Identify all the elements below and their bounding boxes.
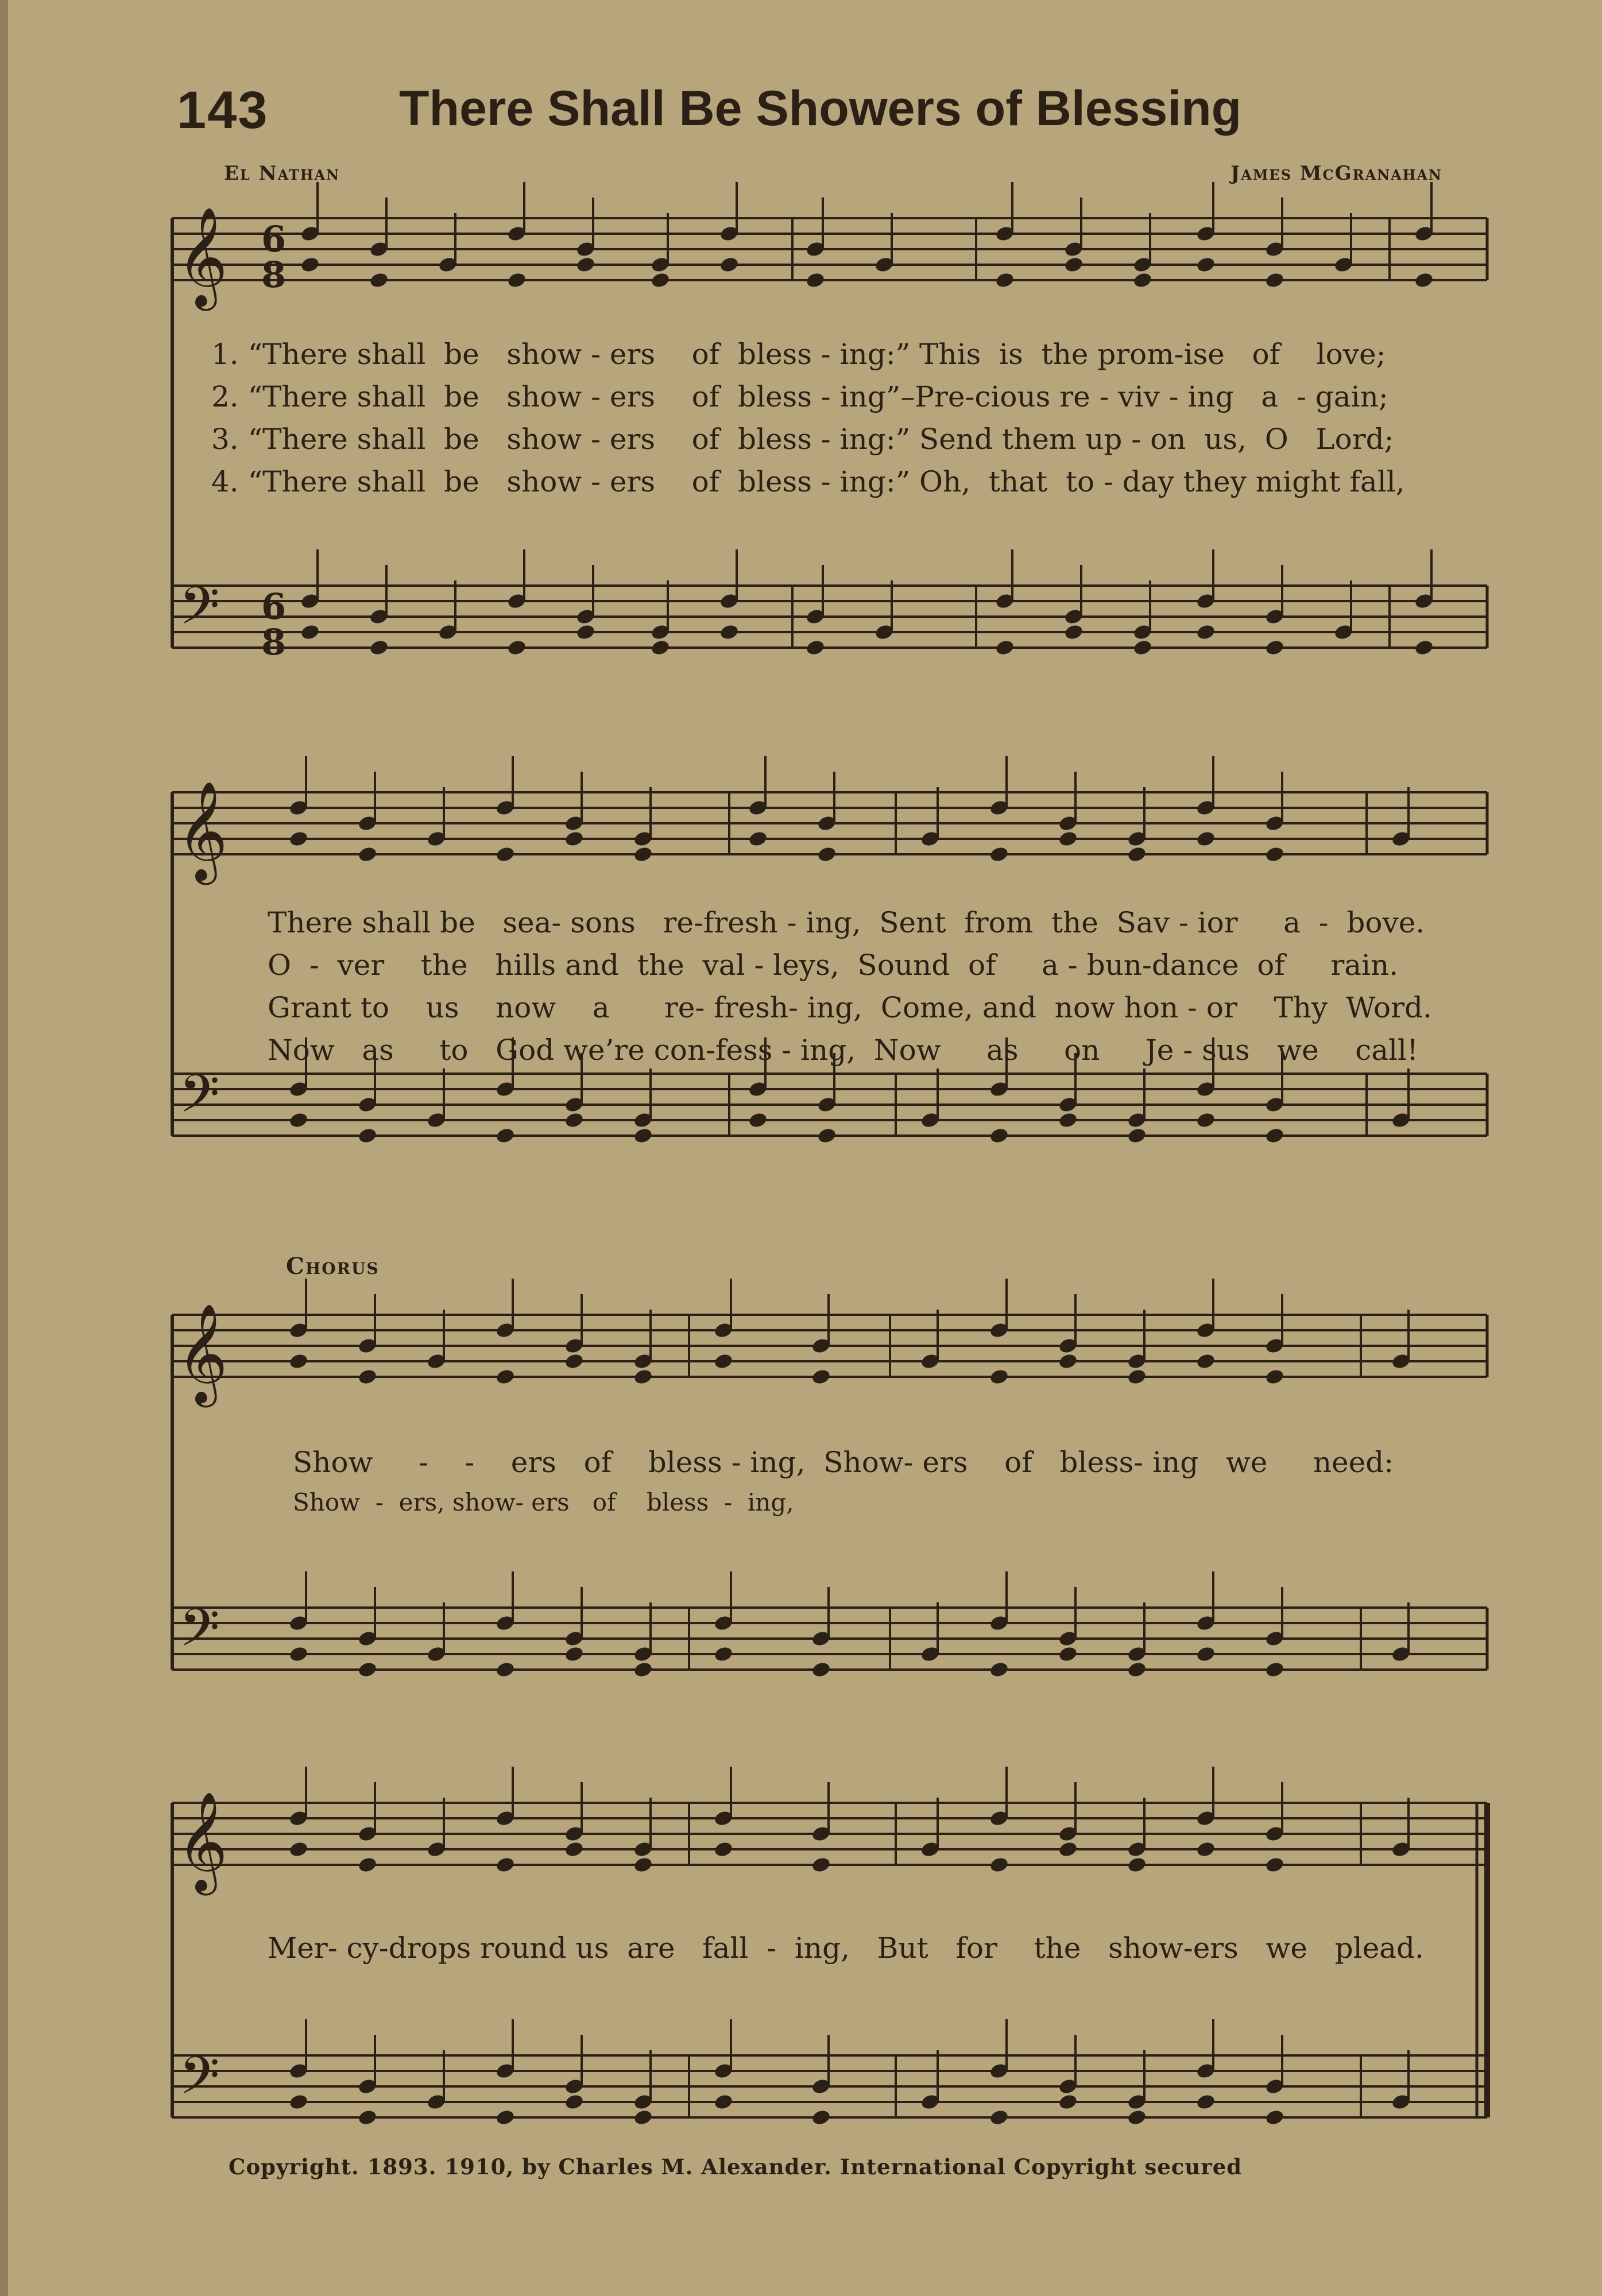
verse-continuation-4: Now as to God we’re con-fess - ing, Now as on Je - sus we call! (268, 1033, 1419, 1067)
lyricist-credit: El Nathan (224, 162, 340, 185)
chorus-label: Chorus (286, 1253, 380, 1280)
treble-notes-4 (288, 1767, 1411, 1873)
bass-staff-1 (172, 586, 1487, 648)
verse-continuation-2: O - ver the hills and the val - leys, Sound of a - bun-dance of rain. (268, 948, 1399, 982)
time-signature-bass (261, 586, 286, 663)
composer-credit: James McGranahan (1230, 162, 1442, 185)
verse-line-4: 4. “There shall be show - ers of bless - ing:” Oh, that to - day they might fall, (211, 465, 1405, 498)
treble-clef-icon: 𝄞 (177, 781, 228, 881)
chorus-line-1: Show - - ers of bless - ing, Show- ers of bless- ing we need: (293, 1446, 1394, 1479)
time-signature-treble (261, 218, 286, 296)
hymn-title: There Shall Be Showers of Blessing (399, 81, 1242, 136)
verse-continuation-3: Grant to us now a re- fresh- ing, Come, and now hon - or Thy Word. (268, 991, 1432, 1024)
chorus-bass-echo: Show - ers, show- ers of bless - ing, (293, 1488, 794, 1516)
bass-notes-4 (288, 2019, 1411, 2126)
bass-clef-icon: 𝄢 (179, 575, 220, 649)
verse-line-3: 3. “There shall be show - ers of bless - ing:” Send them up - on us, O Lord; (211, 423, 1394, 456)
treble-notes-2 (288, 756, 1411, 863)
bass-clef-icon: 𝄢 (179, 1063, 220, 1137)
treble-clef-icon: 𝄞 (177, 1791, 228, 1891)
svg-text:6: 6 (261, 586, 287, 628)
treble-notes-3 (288, 1279, 1411, 1385)
verse-line-1: 1. “There shall be show - ers of bless - ing:” This is the prom-ise of love; (211, 338, 1386, 371)
bass-clef-icon: 𝄢 (179, 2045, 220, 2119)
treble-clef-icon: 𝄞 (177, 207, 228, 307)
bass-notes-1 (300, 549, 1434, 656)
verse-continuation-1: There shall be sea- sons re-fresh - ing, Sent from the Sav - ior a - bove. (268, 906, 1425, 939)
treble-staff-1 (172, 218, 1487, 280)
bass-clef-icon: 𝄢 (179, 1597, 220, 1671)
treble-notes-1 (300, 182, 1434, 289)
treble-clef-icon: 𝄞 (177, 1303, 228, 1403)
svg-text:6: 6 (261, 218, 287, 260)
svg-text:8: 8 (261, 254, 287, 296)
svg-text:8: 8 (261, 621, 287, 663)
bass-notes-3 (288, 1571, 1411, 1678)
verse-line-2: 2. “There shall be show - ers of bless - ing”–Pre-cious re - viv - ing a - gain; (211, 380, 1388, 413)
chorus-line-2: Mer- cy-drops round us are fall - ing, But for the show-ers we plead. (268, 1931, 1424, 1965)
copyright-notice: Copyright. 1893. 1910, by Charles M. Alexander. International Copyright secured (229, 2154, 1243, 2179)
hymn-number: 143 (177, 81, 269, 140)
